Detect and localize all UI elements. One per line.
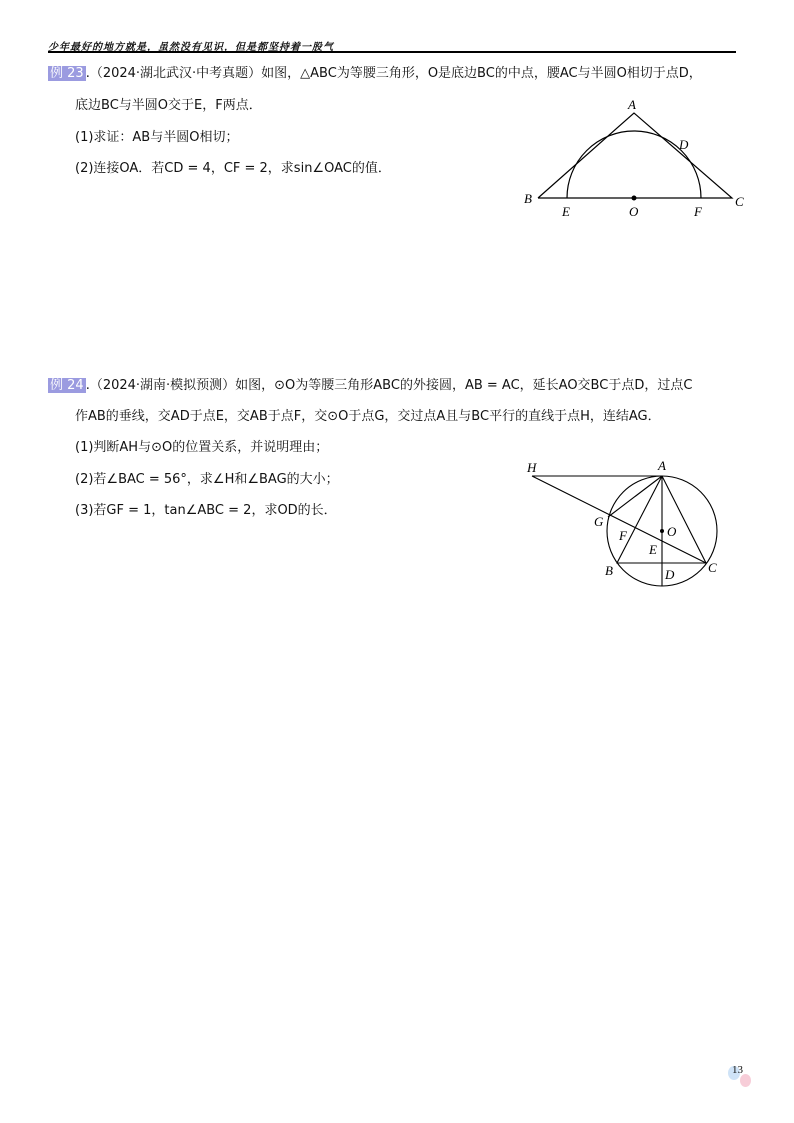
svg-text:E: E [649,542,657,557]
svg-text:D: D [665,567,675,582]
ex23-line2: 底边BC与半圆O交于E，F两点． [75,98,262,113]
header-motto: 少年最好的地方就是，虽然没有见识，但是都坚持着一股气 [48,42,334,53]
ex23-tag: 例 23 [50,66,84,81]
svg-text:O: O [667,524,677,539]
ex24-q1: (1)判断AH与⊙O的位置关系，并说明理由； [75,440,329,455]
svg-text:A: A [628,97,636,112]
ex24-q2: (2)若∠BAC = 56°，求∠H和∠BAG的大小； [75,472,339,487]
svg-text:B: B [524,191,532,206]
svg-text:C: C [708,560,717,575]
svg-text:E: E [562,204,570,219]
svg-text:C: C [735,194,744,209]
svg-text:A: A [658,458,666,473]
ex24-line1: 例 24 .（2024·湖南·模拟预测）如图，⊙O为等腰三角形ABC的外接圆，AB = AC，延长AO交BC于点D，过点C [50,378,693,393]
ex23-line1: 例 23 .（2024·湖北武汉·中考真题）如图，△ABC为等腰三角形，O是底边BC的中点，腰AC与半圆O相切于点D， [50,66,702,81]
svg-text:F: F [694,204,702,219]
svg-text:F: F [619,528,627,543]
svg-text:B: B [605,563,613,578]
svg-text:D: D [679,137,689,152]
ex24-q3: (3)若GF = 1，tan∠ABC = 2，求OD的长． [75,503,337,518]
svg-text:G: G [594,514,604,529]
ex23-q2: (2)连接OA．若CD = 4，CF = 2，求sin∠OAC的值． [75,161,391,176]
svg-text:H: H [527,460,537,475]
ex24-line2: 作AB的垂线，交AD于点E，交AB于点F，交⊙O于点G，交过点A且与BC平行的直线于点H，连结AG． [75,409,661,424]
ex23-q1: (1)求证：AB与半圆O相切； [75,130,239,145]
ex24-tag: 例 24 [50,378,84,393]
svg-text:O: O [629,204,639,219]
page-number: 13 [732,1064,743,1076]
